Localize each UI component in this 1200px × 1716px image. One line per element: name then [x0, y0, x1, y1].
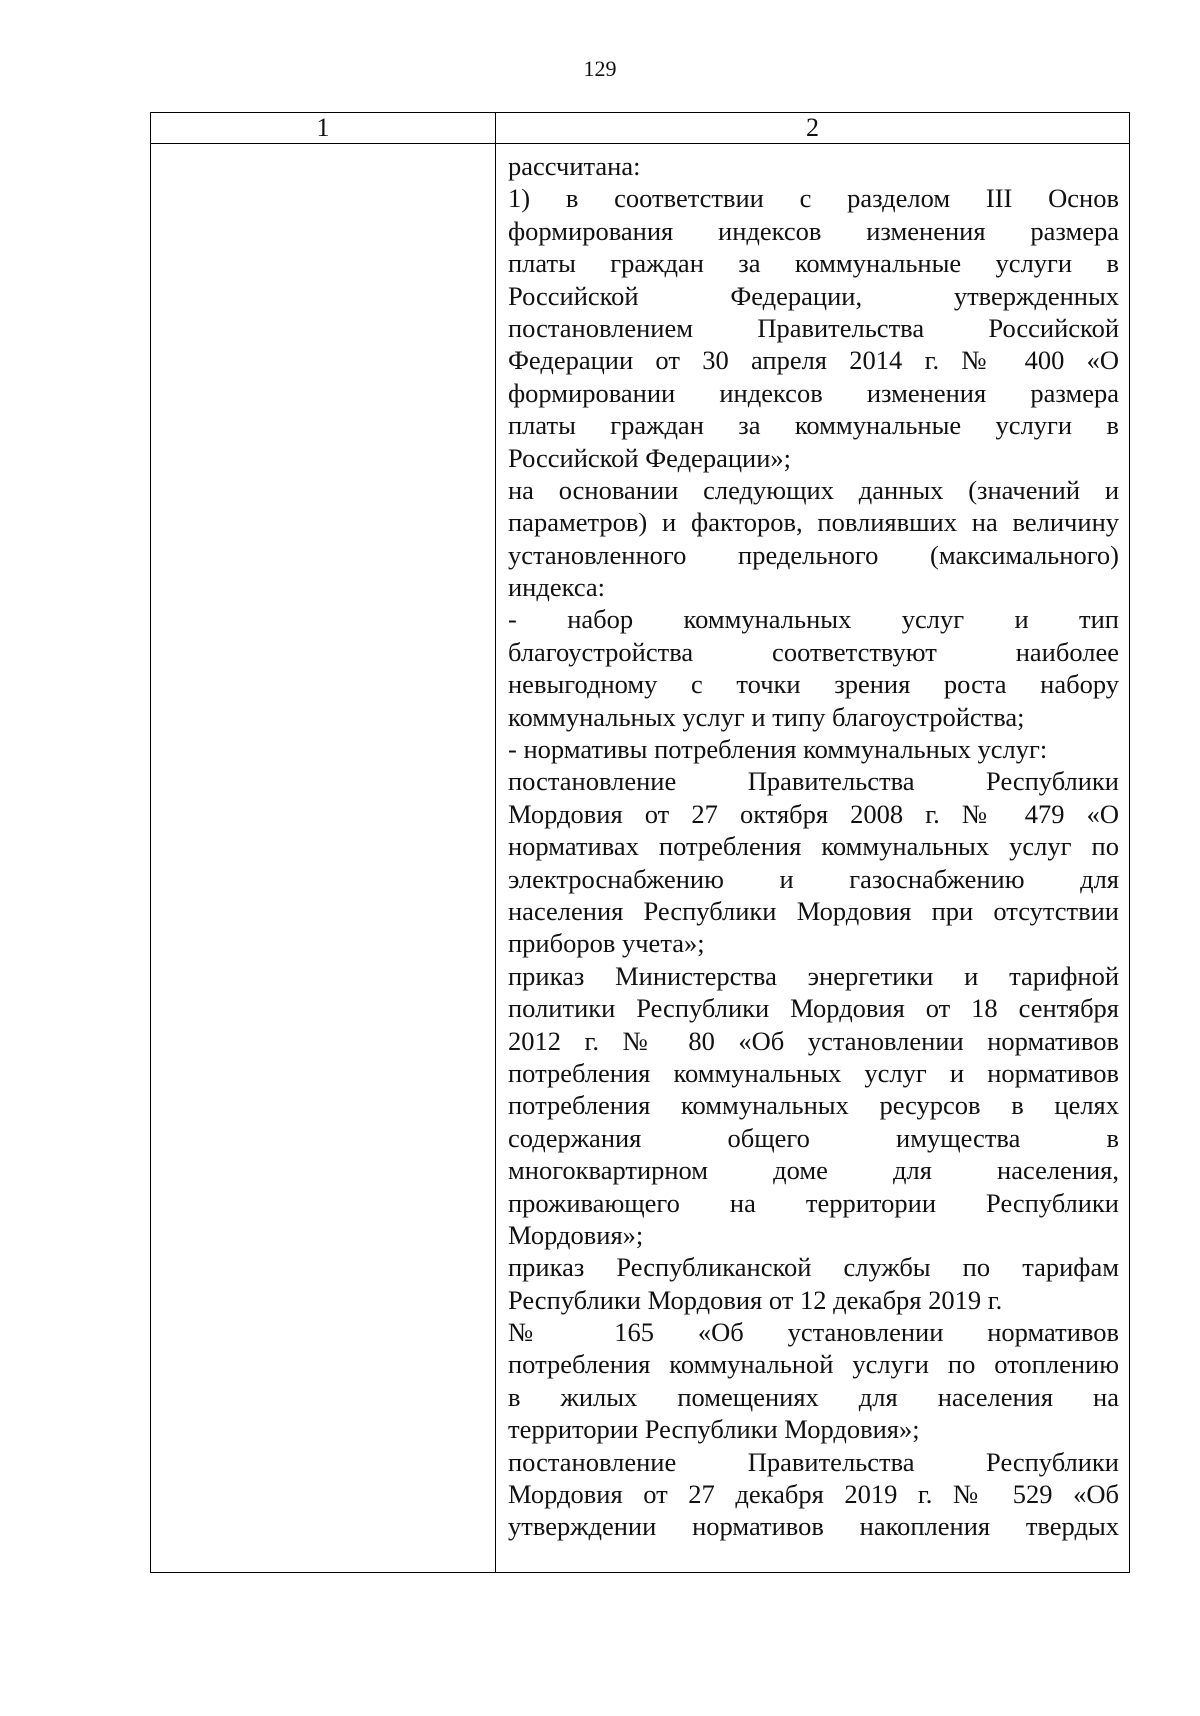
text-line: платы граждан за коммунальные услуги в: [508, 410, 1119, 441]
text-line: содержания общего имущества в: [508, 1122, 1119, 1153]
text-line: Российской Федерации, утвержденных: [508, 280, 1119, 311]
text-line: проживающего на территории Республики: [508, 1187, 1119, 1218]
column-header-1: 1: [151, 113, 496, 144]
text-line: населения Республики Мордовия при отсутствии: [508, 895, 1119, 926]
text-line: Мордовия от 27 октября 2008 г. № 479 «О: [508, 798, 1119, 829]
text-line: индекса:: [508, 572, 606, 603]
text-line: 2012 г. № 80 «Об установлении нормативов: [508, 1025, 1119, 1056]
text-line: Мордовия»;: [508, 1219, 644, 1250]
text-line: постановление Правительства Республики: [508, 1446, 1119, 1477]
column-header-2: 2: [496, 113, 1130, 144]
text-line: многоквартирном доме для населения,: [508, 1155, 1119, 1186]
document-table: [150, 112, 1130, 1573]
text-line: постановлением Правительства Российской: [508, 312, 1119, 343]
text-line: нормативах потребления коммунальных услуг по: [508, 831, 1119, 862]
text-line: Федерации от 30 апреля 2014 г. № 400 «О: [508, 345, 1119, 376]
text-line: территории Республики Мордовия»;: [508, 1414, 920, 1445]
text-line: коммунальных услуг и типу благоустройства;: [508, 701, 1025, 732]
text-line: приборов учета»;: [508, 928, 705, 959]
text-line: электроснабжению и газоснабжению для: [508, 863, 1119, 894]
text-line: политики Республики Мордовия от 18 сентября: [508, 993, 1119, 1024]
text-line: платы граждан за коммунальные услуги в: [508, 248, 1119, 279]
text-line: Мордовия от 27 декабря 2019 г. № 529 «Об: [508, 1479, 1119, 1510]
text-line: постановление Правительства Республики: [508, 766, 1119, 797]
text-line: Республики Мордовия от 12 декабря 2019 г.: [508, 1284, 1003, 1315]
text-line: приказ Министерства энергетики и тарифной: [508, 960, 1119, 991]
table-header-row: [151, 113, 1130, 144]
text-line: - набор коммунальных услуг и тип: [508, 604, 1119, 635]
text-line: невыгодному с точки зрения роста набору: [508, 669, 1119, 700]
text-line: формирования индексов изменения размера: [508, 215, 1119, 246]
text-line: № 165 «Об установлении нормативов: [508, 1317, 1119, 1348]
text-line: Российской Федерации»;: [508, 442, 791, 473]
text-line: на основании следующих данных (значений и: [508, 474, 1119, 505]
text-line: 1) в соответствии с разделом III Основ: [508, 183, 1119, 214]
text-line: утверждении нормативов накопления твердых: [508, 1511, 1119, 1542]
text-line: благоустройства соответствуют наиболее: [508, 636, 1119, 667]
text-line: приказ Республиканской службы по тарифам: [508, 1252, 1119, 1283]
table-row: [151, 144, 1130, 1573]
column-2-text: [508, 150, 1119, 1543]
text-line: - нормативы потребления коммунальных услуг:: [508, 734, 1048, 765]
text-line: потребления коммунальных услуг и нормативов: [508, 1057, 1119, 1088]
text-line: в жилых помещениях для населения на: [508, 1381, 1119, 1412]
text-line: параметров) и факторов, повлиявших на величину: [508, 507, 1119, 538]
text-line: установленного предельного (максимального): [508, 539, 1119, 570]
page-number: 129: [583, 56, 617, 81]
column-2-cell: [496, 144, 1130, 1573]
text-line: потребления коммунальных ресурсов в целях: [508, 1090, 1119, 1121]
column-1-cell: [151, 144, 496, 1573]
text-line: формировании индексов изменения размера: [508, 377, 1119, 408]
text-line: потребления коммунальной услуги по отоплению: [508, 1349, 1119, 1380]
text-line: рассчитана:: [508, 151, 641, 181]
